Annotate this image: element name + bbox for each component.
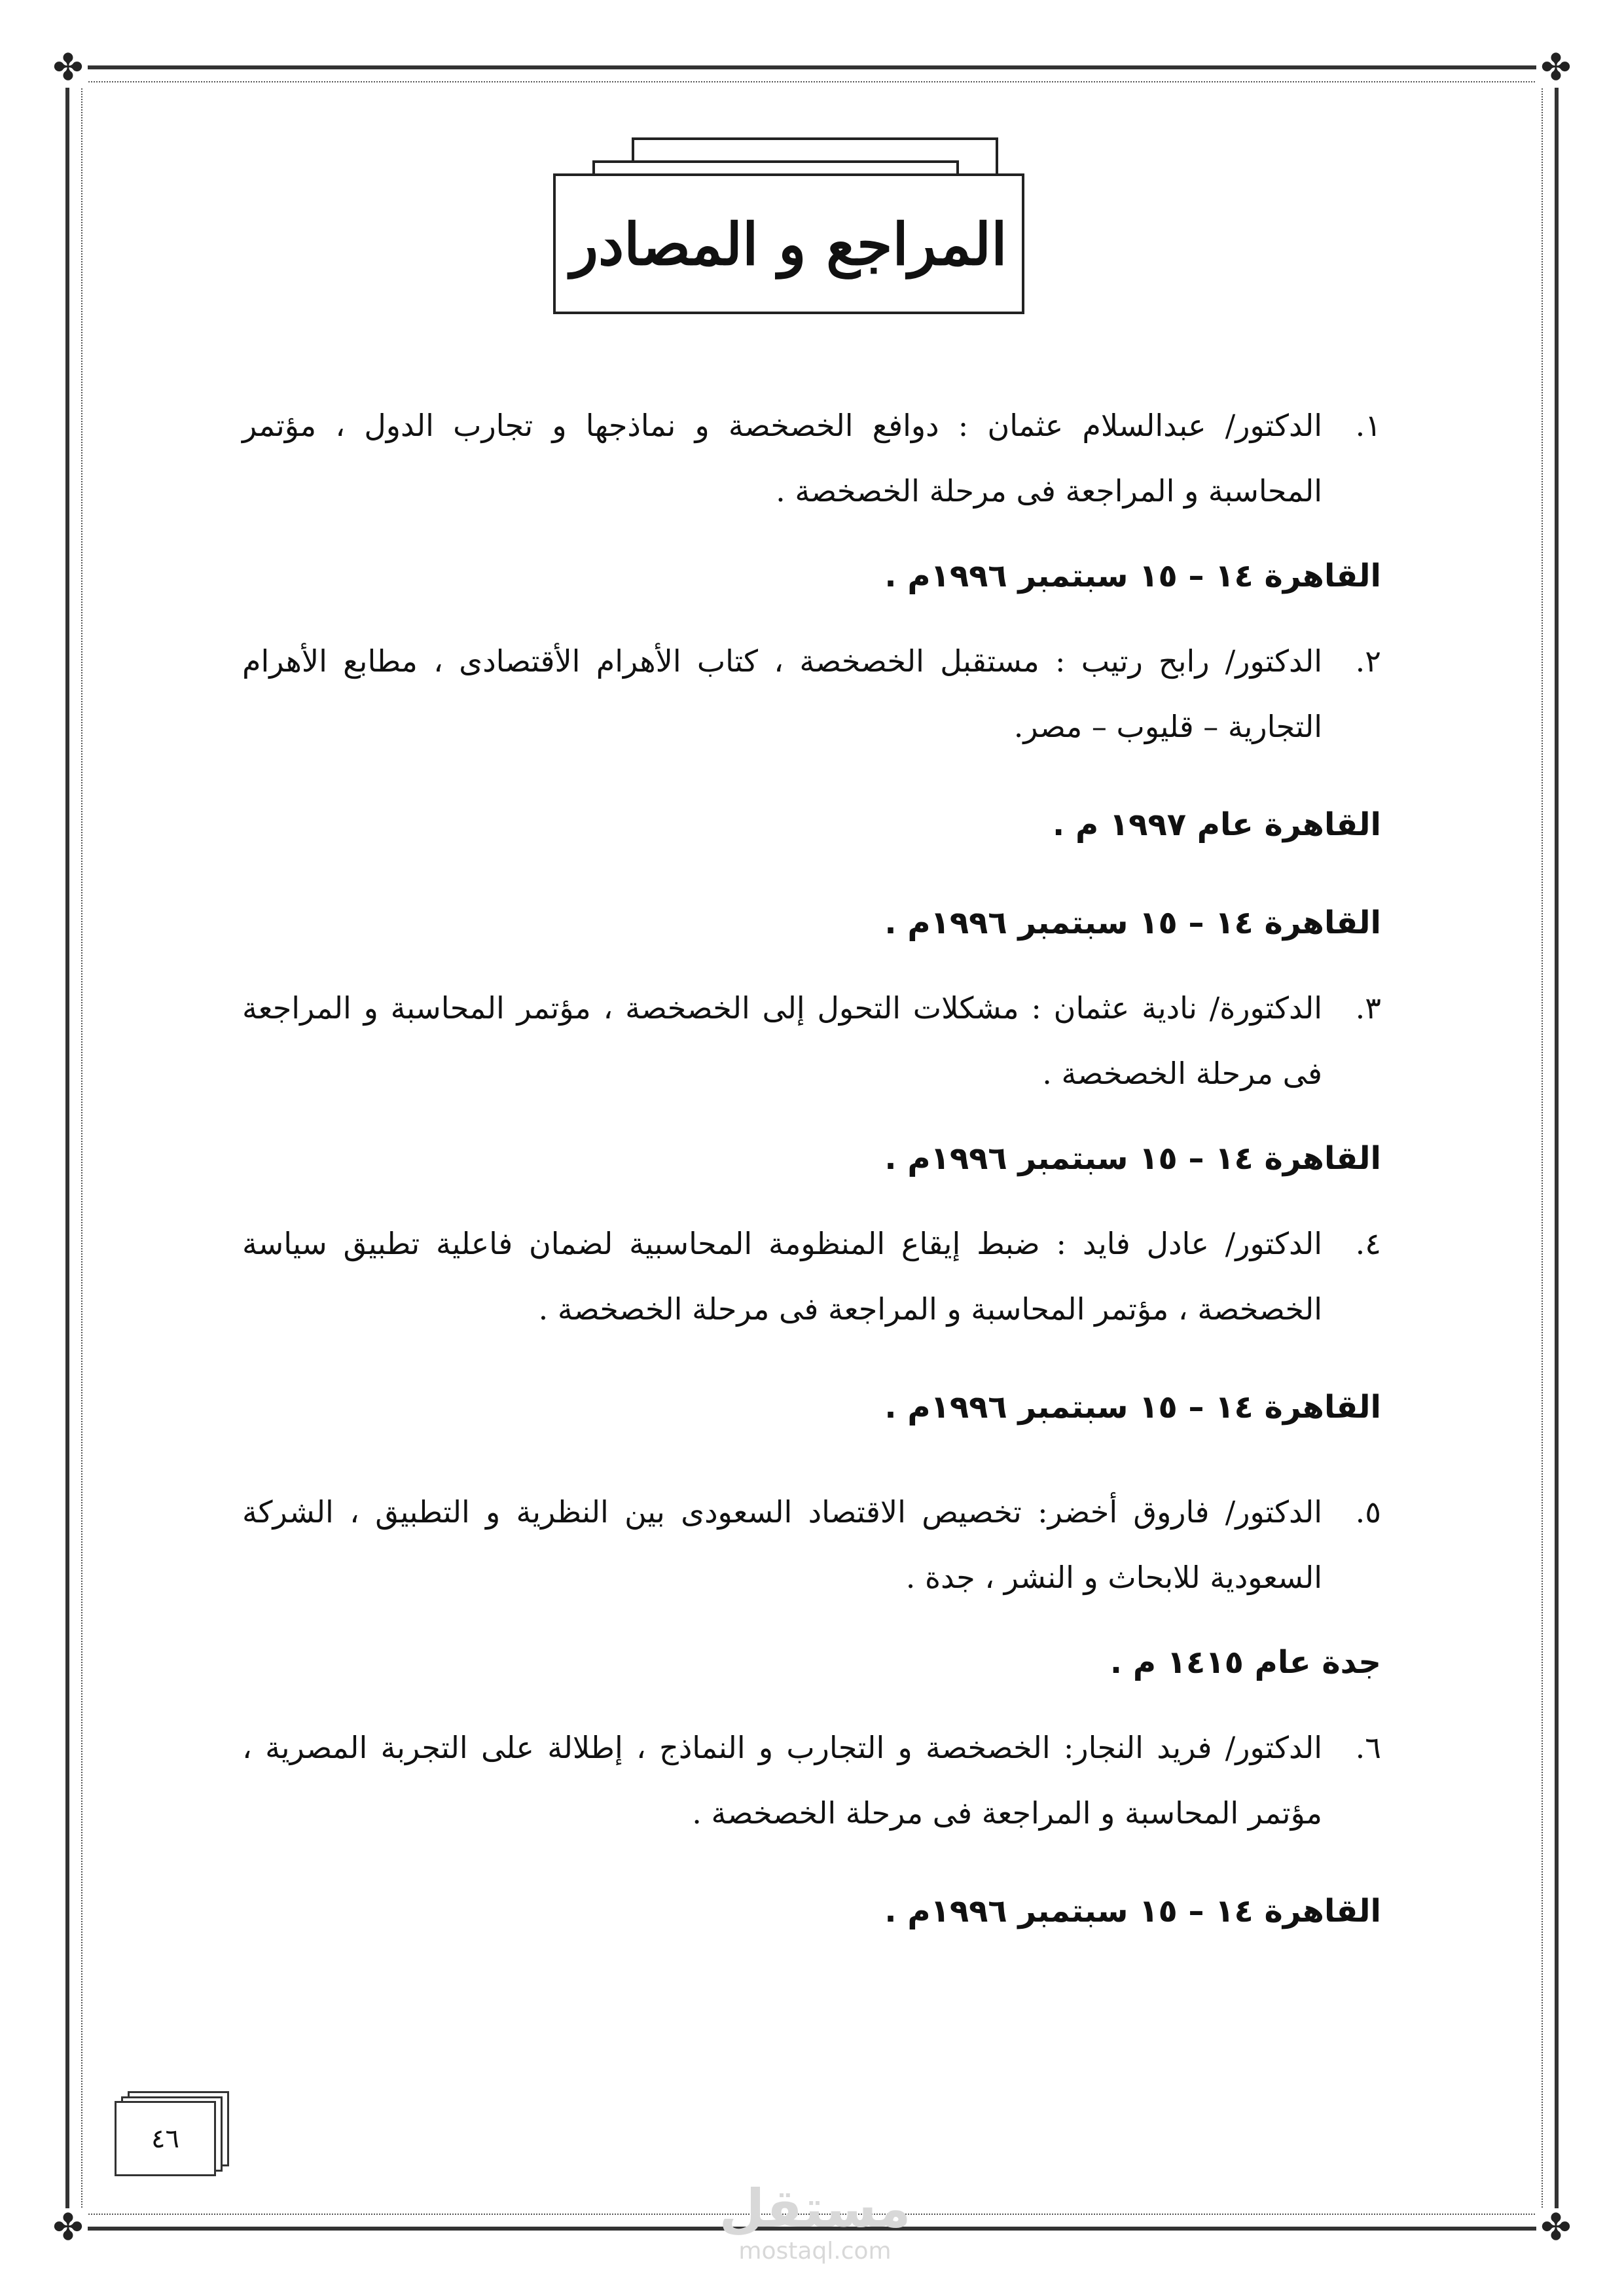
reference-item — [242, 1211, 1381, 1342]
reference-text: الدكتور/ عادل فايد : ضبط إيقاع المنظومة المحاسبية لضمان فاعلية تطبيق سياسة الخصخصة ، مؤتمر المحاسبة و المراجعة فى مرحلة الخصخصة . — [242, 1226, 1322, 1327]
corner-ornament-icon: ✤ — [1536, 48, 1576, 88]
page-number-card-front — [115, 2101, 216, 2176]
references-list — [242, 393, 1381, 1983]
reference-item — [242, 393, 1381, 524]
reference-number: ٢. — [1355, 643, 1381, 679]
page-number: ٤٦ — [151, 2123, 179, 2154]
title-card-front — [553, 173, 1024, 314]
reference-place-date: القاهرة ١٤ – ١٥ سبتمبر ١٩٩٦م . — [884, 1389, 1381, 1426]
reference-number: ٥. — [1355, 1494, 1381, 1530]
reference-place-date: القاهرة ١٤ – ١٥ سبتمبر ١٩٩٦م . — [884, 558, 1381, 594]
reference-place-date: القاهرة ١٤ – ١٥ سبتمبر ١٩٩٦م . — [884, 1140, 1381, 1177]
page-number-box — [115, 2091, 229, 2176]
reference-place-date: القاهرة عام ١٩٩٧ م . — [1053, 806, 1381, 843]
watermark — [707, 2179, 923, 2265]
reference-number: ٦. — [1355, 1730, 1381, 1765]
reference-item — [242, 975, 1381, 1106]
reference-text: الدكتور/ رابح رتيب : مستقبل الخصخصة ، كتاب الأهرام الأقتصادى ، مطابع الأهرام التجارية – قليوب – مصر. — [242, 643, 1322, 744]
corner-ornament-icon: ✤ — [48, 48, 88, 88]
corner-ornament-icon: ✤ — [48, 2208, 88, 2248]
reference-item — [242, 1715, 1381, 1846]
reference-text: الدكتور/ فاروق أخضر: تخصيص الاقتصاد السعودى بين النظرية و التطبيق ، الشركة السعودية للابحاث و النشر ، جدة . — [242, 1494, 1322, 1595]
corner-ornament-icon: ✤ — [1536, 2208, 1576, 2248]
reference-place-date: القاهرة ١٤ – ١٥ سبتمبر ١٩٩٦م . — [884, 1893, 1381, 1929]
reference-item — [242, 1479, 1381, 1610]
watermark-logo-text: مستقل — [719, 2178, 911, 2239]
page-title: المراجع و المصادر — [570, 209, 1007, 278]
reference-item — [242, 628, 1381, 759]
reference-number: ٤. — [1355, 1226, 1381, 1261]
reference-place-date: جدة عام ١٤١٥ م . — [1110, 1644, 1381, 1681]
reference-text: الدكتور/ فريد النجار: الخصخصة و التجارب و النماذج ، إطلالة على التجربة المصرية ، مؤتمر المحاسبة و المراجعة فى مرحلة الخصخصة . — [242, 1730, 1322, 1831]
watermark-url: mostaql.com — [738, 2238, 892, 2265]
reference-place-date: القاهرة ١٤ – ١٥ سبتمبر ١٩٩٦م . — [884, 905, 1381, 941]
title-banner — [553, 137, 1090, 334]
reference-number: ٣. — [1355, 990, 1381, 1026]
reference-text: الدكتورة/ نادية عثمان : مشكلات التحول إلى الخصخصة ، مؤتمر المحاسبة و المراجعة فى مرحلة الخصخصة . — [242, 990, 1322, 1091]
reference-text: الدكتور/ عبدالسلام عثمان : دوافع الخصخصة و نماذجها و تجارب الدول ، مؤتمر المحاسبة و المراجعة فى مرحلة الخصخصة . — [242, 408, 1322, 509]
reference-number: ١. — [1355, 408, 1381, 443]
